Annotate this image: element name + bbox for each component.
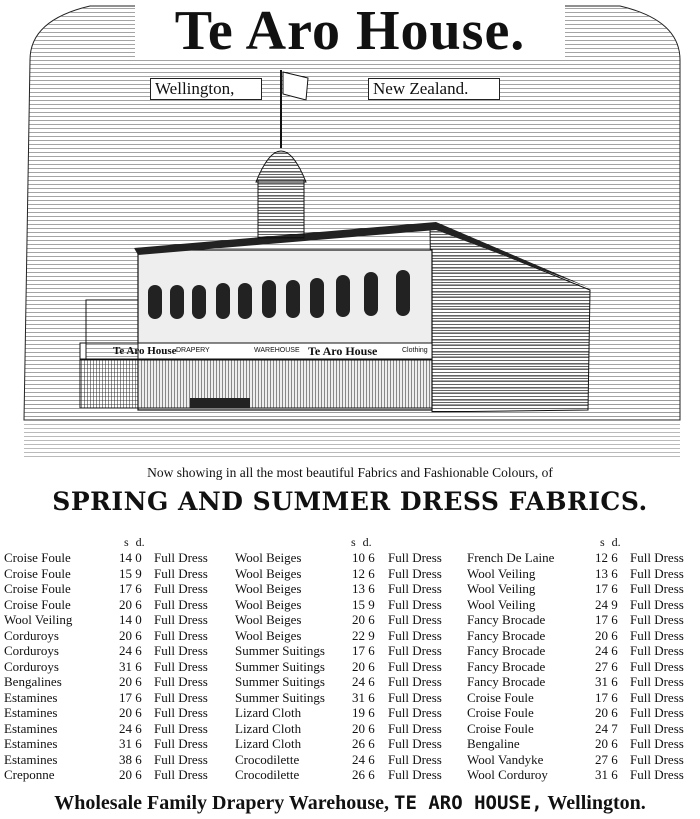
fabric-name: Wool Beiges [235, 612, 302, 627]
price: 17 6 [595, 689, 618, 705]
unit: Full Dress [630, 612, 684, 627]
unit: Full Dress [388, 612, 442, 627]
fabric-name: Fancy Brocade [467, 674, 546, 689]
price: 10 6 [352, 550, 375, 565]
unit: Full Dress [630, 643, 684, 658]
unit: Full Dress [154, 627, 208, 643]
location-city: Wellington, [150, 78, 262, 100]
price: 38 6 [119, 751, 142, 767]
intro-text: Now showing in all the most beautiful Fabrics and Fashionable Colours, of [147, 465, 553, 480]
unit: Full Dress [388, 767, 442, 782]
page-title: Te Aro House. [135, 2, 565, 60]
fabric-name: Corduroys [4, 643, 59, 658]
fabric-name: Summer Suitings [235, 643, 325, 658]
price: 22 9 [352, 627, 375, 643]
price: 24 6 [352, 751, 375, 767]
price: 19 6 [352, 705, 375, 720]
unit: Full Dress [154, 596, 208, 612]
footer-suffix: Wellington. [547, 792, 646, 814]
fabric-name: Wool Beiges [235, 550, 302, 565]
price: 31 6 [119, 658, 142, 674]
price: 24 6 [595, 643, 618, 658]
fabric-name: Lizard Cloth [235, 720, 302, 736]
price: 20 6 [595, 736, 618, 751]
fabric-name: Fancy Brocade [467, 643, 546, 658]
unit: Full Dress [154, 720, 208, 736]
price: 17 6 [352, 643, 375, 658]
unit: Full Dress [630, 565, 684, 581]
price: 17 6 [119, 689, 142, 705]
price: 13 6 [352, 581, 375, 596]
unit: Full Dress [388, 581, 442, 596]
price: 20 6 [352, 658, 375, 674]
unit: Full Dress [630, 581, 684, 596]
fabric-name: Wool Veiling [467, 581, 536, 596]
fabric-name: Lizard Cloth [235, 736, 302, 751]
price: 17 6 [119, 581, 142, 596]
fabric-name: Summer Suitings [235, 658, 325, 674]
price: 26 6 [352, 767, 375, 782]
fabric-name: Estamines [4, 736, 58, 751]
unit: Full Dress [388, 689, 442, 705]
fabric-name: Fancy Brocade [467, 658, 546, 674]
verandah [80, 360, 432, 408]
price: 20 6 [119, 767, 142, 782]
price: 31 6 [595, 674, 618, 689]
unit: Full Dress [630, 674, 684, 689]
facade-sign-drapery: DRAPERY [176, 347, 210, 354]
fabric-name: Wool Beiges [235, 627, 302, 643]
unit: Full Dress [630, 627, 684, 643]
fabric-name: Wool Veiling [4, 612, 73, 627]
footer [0, 792, 700, 815]
fabric-name: Croise Foule [467, 705, 534, 720]
price: 27 6 [595, 658, 618, 674]
facade-sign-clothing: Clothing [402, 347, 428, 354]
fabric-name: Estamines [4, 689, 58, 705]
unit: Full Dress [630, 720, 684, 736]
unit: Full Dress [630, 596, 684, 612]
fabric-name: Croise Foule [4, 550, 71, 565]
fabric-name: Crocodilette [235, 751, 300, 767]
price: 27 6 [595, 751, 618, 767]
price: 20 6 [352, 720, 375, 736]
price-header-col2: s d. [351, 535, 372, 549]
unit: Full Dress [154, 581, 208, 596]
unit: Full Dress [388, 705, 442, 720]
facade-sign-left: Te Aro House [113, 345, 177, 357]
unit: Full Dress [388, 596, 442, 612]
unit: Full Dress [154, 612, 208, 627]
unit: Full Dress [388, 565, 442, 581]
price: 31 6 [119, 736, 142, 751]
fabric-name: Wool Vandyke [467, 751, 544, 767]
fabric-name: Croise Foule [4, 581, 71, 596]
unit: Full Dress [630, 689, 684, 705]
fabric-name: French De Laine [467, 550, 555, 565]
fabric-name: Fancy Brocade [467, 612, 546, 627]
price: 31 6 [595, 767, 618, 782]
fabric-name: Fancy Brocade [467, 627, 546, 643]
price: 12 6 [352, 565, 375, 581]
fabric-name: Croise Foule [467, 689, 534, 705]
unit: Full Dress [154, 674, 208, 689]
price-header-col3: s d. [600, 535, 621, 549]
fabric-name: Wool Corduroy [467, 767, 548, 782]
unit: Full Dress [154, 705, 208, 720]
price: 13 6 [595, 565, 618, 581]
unit: Full Dress [154, 689, 208, 705]
price: 17 6 [595, 612, 618, 627]
price: 24 6 [352, 674, 375, 689]
price: 20 6 [119, 596, 142, 612]
fabric-name: Summer Suitings [235, 689, 325, 705]
fabric-name: Croise Foule [4, 565, 71, 581]
price: 12 6 [595, 550, 618, 565]
price: 20 6 [119, 627, 142, 643]
unit: Full Dress [154, 767, 208, 782]
facade-sign-warehouse: WAREHOUSE [254, 347, 300, 354]
fabric-name: Bengaline [467, 736, 520, 751]
footer-brand: TE ARO HOUSE, [394, 792, 543, 814]
fabric-name: Summer Suitings [235, 674, 325, 689]
unit: Full Dress [630, 705, 684, 720]
price: 24 6 [119, 720, 142, 736]
price: 26 6 [352, 736, 375, 751]
price-header-col1: s d. [124, 535, 145, 549]
fabric-name: Lizard Cloth [235, 705, 302, 720]
fabric-name: Croise Foule [467, 720, 534, 736]
price: 31 6 [352, 689, 375, 705]
fabric-name: Crocodilette [235, 767, 300, 782]
unit: Full Dress [154, 736, 208, 751]
fabric-name: Estamines [4, 705, 58, 720]
price: 20 6 [595, 627, 618, 643]
price: 15 9 [352, 596, 375, 612]
fabric-name: Corduroys [4, 627, 59, 643]
price: 20 6 [119, 674, 142, 689]
fabric-name: Wool Beiges [235, 581, 302, 596]
price: 15 9 [119, 565, 142, 581]
fabric-name: Wool Veiling [467, 596, 536, 612]
fabric-name: Estamines [4, 751, 58, 767]
fabric-name: Corduroys [4, 658, 59, 674]
fabric-name: Wool Beiges [235, 596, 302, 612]
unit: Full Dress [154, 751, 208, 767]
price: 24 9 [595, 596, 618, 612]
unit: Full Dress [388, 674, 442, 689]
unit: Full Dress [154, 550, 208, 565]
unit: Full Dress [388, 736, 442, 751]
unit: Full Dress [388, 720, 442, 736]
price: 24 7 [595, 720, 618, 736]
clock-tower [258, 180, 304, 238]
price: 20 6 [595, 705, 618, 720]
fabric-name: Wool Beiges [235, 565, 302, 581]
fabric-name: Creponne [4, 767, 55, 782]
unit: Full Dress [154, 658, 208, 674]
price: 17 6 [595, 581, 618, 596]
unit: Full Dress [388, 550, 442, 565]
location-country: New Zealand. [368, 78, 500, 100]
price: 14 0 [119, 550, 142, 565]
unit: Full Dress [388, 751, 442, 767]
headline: SPRING AND SUMMER DRESS FABRICS. [52, 487, 648, 516]
unit: Full Dress [154, 565, 208, 581]
unit: Full Dress [630, 736, 684, 751]
fabric-name: Wool Veiling [467, 565, 536, 581]
unit: Full Dress [630, 767, 684, 782]
unit: Full Dress [388, 658, 442, 674]
fabric-name: Bengalines [4, 674, 62, 689]
unit: Full Dress [630, 658, 684, 674]
unit: Full Dress [630, 550, 684, 565]
fabric-name: Croise Foule [4, 596, 71, 612]
unit: Full Dress [388, 627, 442, 643]
price: 20 6 [119, 705, 142, 720]
unit: Full Dress [154, 643, 208, 658]
price: 14 0 [119, 612, 142, 627]
footer-prefix: Wholesale Family Drapery Warehouse, [54, 792, 390, 814]
price: 24 6 [119, 643, 142, 658]
unit: Full Dress [388, 643, 442, 658]
unit: Full Dress [630, 751, 684, 767]
price: 20 6 [352, 612, 375, 627]
facade-sign-right: Te Aro House [308, 344, 378, 358]
fabric-name: Estamines [4, 720, 58, 736]
